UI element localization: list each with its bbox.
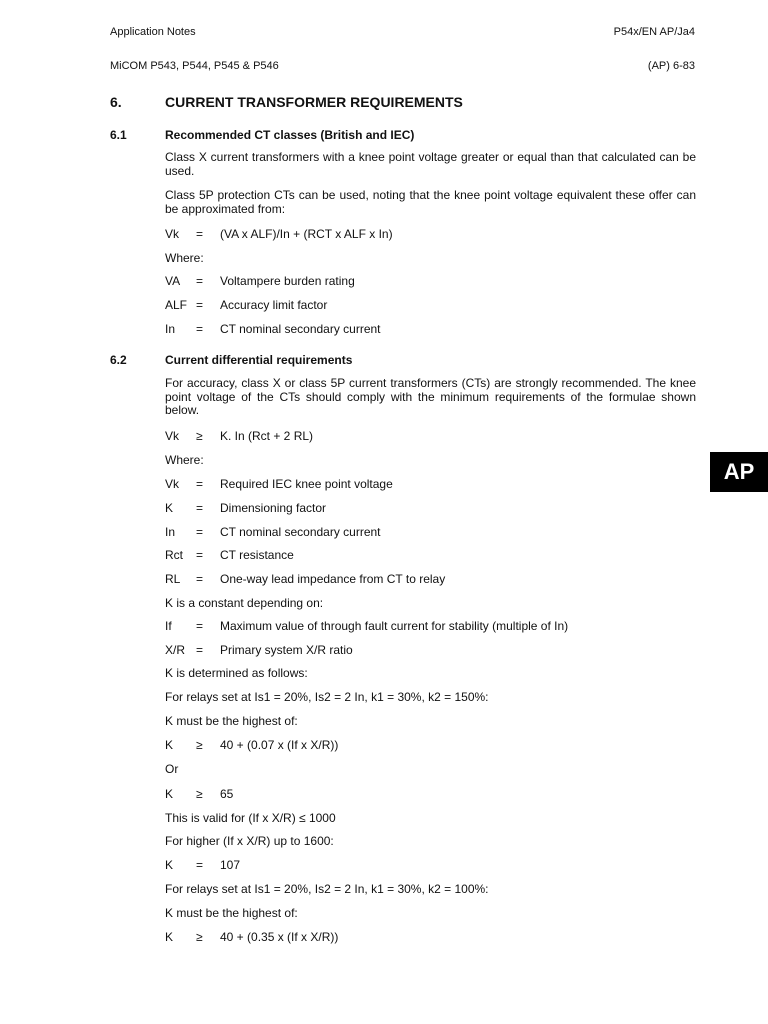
formula-expression: 65 [220,787,234,801]
where-label: Where: [165,251,204,265]
formula-expression: 107 [220,858,241,872]
body-text: K is a constant depending on: [165,596,324,610]
definition-operator: = [196,548,204,562]
definition-operator: = [196,572,204,586]
section-heading [110,94,463,110]
definition-text: One-way lead impedance from CT to relay [220,572,446,586]
definition-symbol: RL [165,572,181,586]
formula-operator: ≥ [196,738,203,752]
subsection-heading-6-2 [110,353,352,367]
definition-symbol: Rct [165,548,183,562]
paragraph: For accuracy, class X or class 5P current transformers (CTs) are strongly recommended. The knee point voltage of the CTs should comply with the minimum requirements of the formulae shown below. [165,376,696,417]
subsection-title: Current differential requirements [165,353,353,367]
header-product-name: MiCOM P543, P544, P545 & P546 [110,60,279,72]
paragraph: Class X current transformers with a knee point voltage greater or equal than that calculated can be used. [165,150,696,178]
header-document-type: Application Notes [110,26,196,38]
definition-operator: = [196,643,204,657]
definition-operator: = [196,525,204,539]
subsection-title: Recommended CT classes (British and IEC) [165,128,415,142]
definition-operator: = [196,298,204,312]
header-page-number: (AP) 6-83 [647,60,695,72]
definition-symbol: In [165,322,176,336]
formula-symbol: K [165,738,174,752]
definition-operator: = [196,477,204,491]
formula-symbol: K [165,930,174,944]
definition-text: Accuracy limit factor [220,298,328,312]
formula-symbol: K [165,787,174,801]
formula-expression: 40 + (0.35 x (If x X/R)) [220,930,339,944]
definition-text: Primary system X/R ratio [220,643,353,657]
body-text: K is determined as follows: [165,666,308,680]
formula-operator: ≥ [196,930,203,944]
body-text: This is valid for (If x X/R) ≤ 1000 [165,811,336,825]
definition-symbol: If [165,619,172,633]
definition-operator: = [196,501,204,515]
header-document-code: P54x/EN AP/Ja4 [613,26,695,38]
definition-text: CT resistance [220,548,294,562]
definition-symbol: K [165,501,174,515]
formula-expression: 40 + (0.07 x (If x X/R)) [220,738,339,752]
formula-symbol: K [165,858,174,872]
definition-operator: = [196,619,204,633]
subsection-heading-6-1 [110,128,414,142]
body-text: K must be the highest of: [165,906,298,920]
formula-operator: ≥ [196,429,203,443]
definition-operator: = [196,322,204,336]
definition-symbol: ALF [165,298,188,312]
body-text: For relays set at Is1 = 20%, Is2 = 2 In, k1 = 30%, k2 = 150%: [165,690,489,704]
where-label: Where: [165,453,204,467]
formula-operator: ≥ [196,787,203,801]
paragraph: Class 5P protection CTs can be used, noting that the knee point voltage equivalent these offer can be approximated from: [165,188,696,216]
definition-text: CT nominal secondary current [220,322,381,336]
subsection-number: 6.1 [110,128,127,142]
formula-operator: = [196,858,204,872]
section-title: CURRENT TRANSFORMER REQUIREMENTS [165,94,463,110]
definition-symbol: VA [165,274,181,288]
definition-symbol: In [165,525,176,539]
definition-operator: = [196,274,204,288]
formula-expression: (VA x ALF)/In + (RCT x ALF x In) [220,227,393,241]
section-tab-ap: AP [710,452,768,492]
formula-symbol: Vk [165,227,180,241]
definition-text: Required IEC knee point voltage [220,477,393,491]
definition-symbol: Vk [165,477,180,491]
formula-symbol: Vk [165,429,180,443]
body-text: For relays set at Is1 = 20%, Is2 = 2 In, k1 = 30%, k2 = 100%: [165,882,489,896]
definition-text: Maximum value of through fault current for stability (multiple of In) [220,619,569,633]
subsection-number: 6.2 [110,353,127,367]
definition-symbol: X/R [165,643,186,657]
definition-text: Dimensioning factor [220,501,327,515]
section-number: 6. [110,94,122,110]
formula-operator: = [196,227,204,241]
definition-text: CT nominal secondary current [220,525,381,539]
formula-expression: K. In (Rct + 2 RL) [220,429,314,443]
body-text: Or [165,762,179,776]
definition-text: Voltampere burden rating [220,274,355,288]
body-text: K must be the highest of: [165,714,298,728]
body-text: For higher (If x X/R) up to 1600: [165,834,334,848]
